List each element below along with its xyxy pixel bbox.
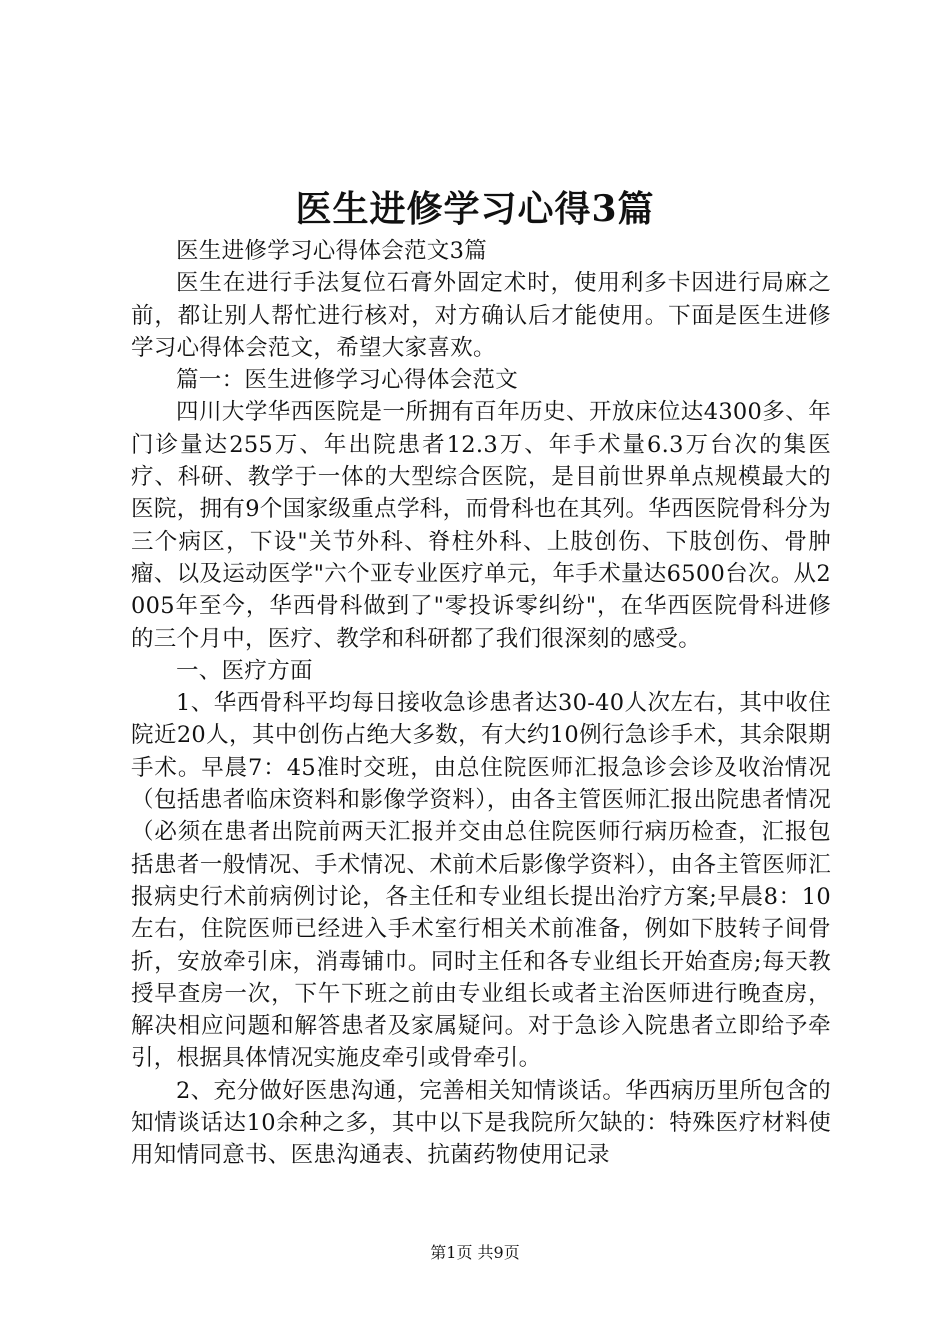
document-body xyxy=(131,235,831,1172)
body-paragraph: 1、华西骨科平均每日接收急诊患者达30-40人次左右，其中收住院近20人，其中创伤占绝大多数，有大约10例行急诊手术，其余限期手术。早晨7：45准时交班，由总住院医师汇报急诊会诊及收治情况（包括患者临床资料和影像学资料），由各主管医师汇报出院患者情况（必须在患者出院前两天汇报并交由总住院医师行病历检查，汇报包括患者一般情况、手术情况、术前术后影像学资料），由各主管医师汇报病史行术前病例讨论，各主任和专业组长提出治疗方案;早晨8：10左右，住院医师已经进入手术室行相关术前准备，例如下肢转子间骨折，安放牵引床，消毒铺巾。同时主任和各专业组长开始查房;每天教授早查房一次，下午下班之前由专业组长或者主治医师进行晚查房，解决相应问题和解答患者及家属疑问。对于急诊入院患者立即给予牵引，根据具体情况实施皮牵引或骨牵引。 xyxy=(131,690,831,1072)
subtitle-paragraph: 医生进修学习心得体会范文3篇 xyxy=(176,238,488,264)
section-heading: 篇一：医生进修学习心得体会范文 xyxy=(176,367,519,394)
page-number-footer: 第1页 共9页 xyxy=(430,1243,520,1262)
document-title: 医生进修学习心得3篇 xyxy=(295,188,655,230)
body-paragraph: 四川大学华西医院是一所拥有百年历史、开放床位达4300多、年门诊量达255万、年出院患者12.3万、年手术量6.3万台次的集医疗、科研、教学于一体的大型综合医院，是目前世界单点规模最大的医院，拥有9个国家级重点学科，而骨科也在其列。华西医院骨科分为三个病区，下设"关节外科、脊柱外科、上肢创伤、下肢创伤、骨肿瘤、以及运动医学"六个亚专业医疗单元，年手术量达6500台次。从2005年至今，华西骨科做到了"零投诉零纠纷"，在华西医院骨科进修的三个月中，医疗、教学和科研都了我们很深刻的感受。 xyxy=(131,399,831,652)
section-heading: 一、医疗方面 xyxy=(176,657,313,684)
intro-paragraph: 医生在进行手法复位石膏外固定术时，使用利多卡因进行局麻之前，都让别人帮忙进行核对，对方确认后才能使用。下面是医生进修学习心得体会范文，希望大家喜欢。 xyxy=(131,270,831,361)
body-paragraph: 2、充分做好医患沟通，完善相关知情谈话。华西病历里所包含的知情谈话达10余种之多，其中以下是我院所欠缺的：特殊医疗材料使用知情同意书、医患沟通表、抗菌药物使用记录 xyxy=(131,1077,831,1169)
